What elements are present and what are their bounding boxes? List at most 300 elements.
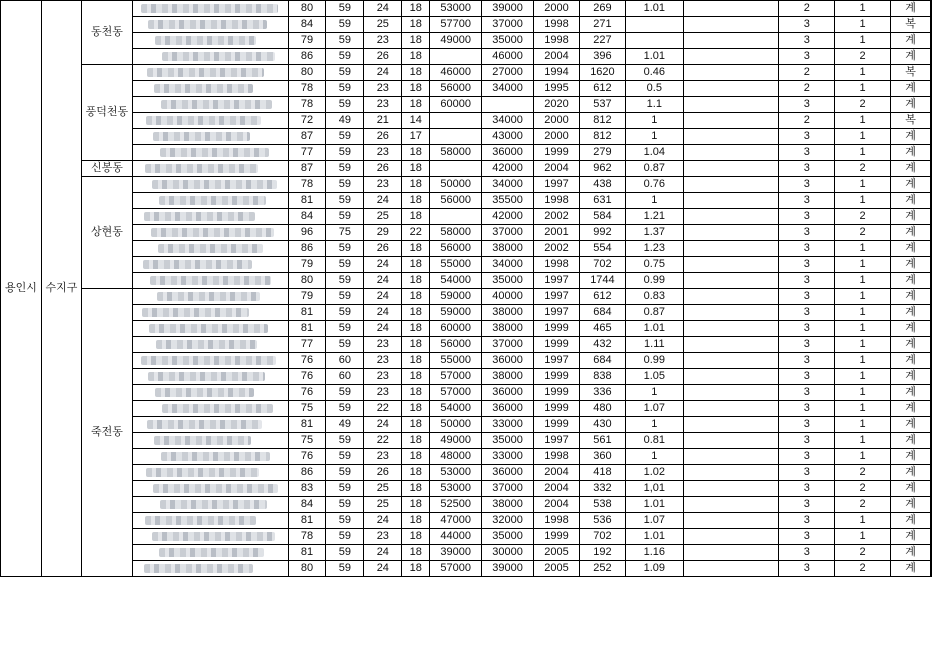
data-cell[interactable]: 23 [364,353,402,369]
empty-cell[interactable] [931,241,932,257]
data-cell[interactable]: 53000 [430,1,482,17]
data-cell[interactable]: 0.81 [625,433,683,449]
data-cell[interactable]: 계 [891,465,931,481]
data-cell[interactable]: 3 [779,193,835,209]
data-cell[interactable]: 1 [625,449,683,465]
data-cell[interactable]: 24 [364,417,402,433]
data-cell[interactable]: 56000 [430,337,482,353]
data-cell[interactable]: 584 [579,209,625,225]
data-cell[interactable]: 계 [891,321,931,337]
data-cell[interactable]: 81 [288,305,326,321]
data-cell[interactable]: 24 [364,305,402,321]
data-cell[interactable]: 75 [288,433,326,449]
data-cell[interactable]: 3 [779,17,835,33]
data-cell[interactable]: 35000 [482,433,534,449]
data-cell[interactable]: 23 [364,369,402,385]
data-cell[interactable]: 2002 [534,241,580,257]
blurred-name-cell[interactable] [132,401,288,417]
data-cell[interactable]: 396 [579,49,625,65]
data-cell[interactable]: 1.07 [625,513,683,529]
data-cell[interactable]: 18 [402,289,430,305]
data-cell[interactable]: 34000 [482,177,534,193]
data-cell[interactable] [683,81,779,97]
blurred-name-cell[interactable] [132,17,288,33]
blurred-name-cell[interactable] [132,369,288,385]
data-cell[interactable]: 60000 [430,97,482,113]
data-cell[interactable] [683,209,779,225]
blurred-name-cell[interactable] [132,305,288,321]
data-cell[interactable]: 23 [364,449,402,465]
data-cell[interactable]: 59 [326,209,364,225]
data-cell[interactable] [430,129,482,145]
blurred-name-cell[interactable] [132,129,288,145]
blurred-name-cell[interactable] [132,561,288,577]
data-cell[interactable]: 계 [891,497,931,513]
data-cell[interactable]: 18 [402,49,430,65]
blurred-name-cell[interactable] [132,209,288,225]
data-cell[interactable]: 18 [402,209,430,225]
empty-cell[interactable] [931,401,932,417]
data-cell[interactable]: 34000 [482,113,534,129]
data-cell[interactable]: 59000 [430,289,482,305]
data-cell[interactable]: 77 [288,337,326,353]
data-cell[interactable]: 59 [326,289,364,305]
data-cell[interactable]: 78 [288,81,326,97]
data-cell[interactable]: 계 [891,353,931,369]
data-cell[interactable] [683,273,779,289]
data-cell[interactable]: 계 [891,129,931,145]
data-cell[interactable]: 2 [779,1,835,17]
data-cell[interactable]: 1.23 [625,241,683,257]
data-cell[interactable]: 76 [288,353,326,369]
data-cell[interactable]: 26 [364,465,402,481]
data-cell[interactable]: 34000 [482,81,534,97]
data-cell[interactable]: 18 [402,17,430,33]
data-cell[interactable]: 55000 [430,257,482,273]
data-cell[interactable]: 59 [326,257,364,273]
data-cell[interactable]: 계 [891,449,931,465]
data-cell[interactable]: 복 [891,17,931,33]
data-cell[interactable]: 59 [326,401,364,417]
data-cell[interactable]: 계 [891,209,931,225]
data-cell[interactable]: 18 [402,433,430,449]
data-cell[interactable]: 1997 [534,353,580,369]
data-cell[interactable]: 59 [326,321,364,337]
data-cell[interactable] [683,529,779,545]
empty-cell[interactable] [931,337,932,353]
data-cell[interactable]: 23 [364,81,402,97]
data-cell[interactable]: 2 [835,561,891,577]
data-cell[interactable]: 18 [402,305,430,321]
data-cell[interactable]: 1 [625,129,683,145]
data-cell[interactable]: 1.01 [625,321,683,337]
data-cell[interactable]: 59 [326,1,364,17]
data-cell[interactable]: 1 [835,369,891,385]
data-cell[interactable]: 1 [835,289,891,305]
data-cell[interactable]: 56000 [430,81,482,97]
data-cell[interactable]: 81 [288,417,326,433]
data-cell[interactable]: 25 [364,17,402,33]
data-cell[interactable]: 1999 [534,145,580,161]
data-cell[interactable]: 1 [835,193,891,209]
data-cell[interactable]: 1 [835,257,891,273]
empty-cell[interactable] [931,1,932,17]
data-cell[interactable]: 54000 [430,273,482,289]
data-cell[interactable]: 49000 [430,433,482,449]
data-cell[interactable]: 53000 [430,465,482,481]
data-cell[interactable]: 78 [288,177,326,193]
data-cell[interactable]: 77 [288,145,326,161]
data-cell[interactable]: 59 [326,273,364,289]
data-cell[interactable]: 81 [288,545,326,561]
blurred-name-cell[interactable] [132,289,288,305]
data-cell[interactable]: 38000 [482,497,534,513]
empty-cell[interactable] [931,33,932,49]
data-cell[interactable]: 21 [364,113,402,129]
data-cell[interactable]: 59 [326,449,364,465]
data-cell[interactable] [683,161,779,177]
data-cell[interactable] [683,465,779,481]
data-cell[interactable]: 18 [402,161,430,177]
data-cell[interactable]: 83 [288,481,326,497]
data-cell[interactable]: 336 [579,385,625,401]
data-cell[interactable]: 2005 [534,545,580,561]
data-cell[interactable]: 1997 [534,273,580,289]
empty-cell[interactable] [931,433,932,449]
data-cell[interactable]: 80 [288,273,326,289]
empty-cell[interactable] [931,545,932,561]
empty-cell[interactable] [931,481,932,497]
data-cell[interactable]: 1,01 [625,481,683,497]
empty-cell[interactable] [931,273,932,289]
data-cell[interactable]: 14 [402,113,430,129]
data-cell[interactable]: 432 [579,337,625,353]
data-cell[interactable]: 3 [779,337,835,353]
data-cell[interactable]: 87 [288,161,326,177]
data-cell[interactable]: 3 [779,209,835,225]
data-cell[interactable] [683,369,779,385]
data-cell[interactable]: 1 [835,305,891,321]
empty-cell[interactable] [931,513,932,529]
data-cell[interactable]: 1999 [534,529,580,545]
data-cell[interactable] [683,401,779,417]
blurred-name-cell[interactable] [132,321,288,337]
data-cell[interactable] [683,289,779,305]
data-cell[interactable]: 18 [402,273,430,289]
data-cell[interactable]: 53000 [430,481,482,497]
data-cell[interactable]: 332 [579,481,625,497]
data-cell[interactable]: 1.21 [625,209,683,225]
data-cell[interactable]: 23 [364,529,402,545]
data-cell[interactable]: 79 [288,289,326,305]
data-cell[interactable]: 838 [579,369,625,385]
data-cell[interactable]: 1997 [534,433,580,449]
data-cell[interactable]: 72 [288,113,326,129]
data-cell[interactable]: 269 [579,1,625,17]
data-cell[interactable]: 계 [891,433,931,449]
data-cell[interactable]: 47000 [430,513,482,529]
blurred-name-cell[interactable] [132,193,288,209]
data-cell[interactable]: 3 [779,465,835,481]
data-cell[interactable]: 1998 [534,193,580,209]
data-cell[interactable]: 3 [779,161,835,177]
data-cell[interactable]: 812 [579,113,625,129]
empty-cell[interactable] [931,145,932,161]
empty-cell[interactable] [931,65,932,81]
data-cell[interactable]: 79 [288,33,326,49]
dong-cell[interactable]: 신봉동 [81,161,132,177]
data-cell[interactable] [430,113,482,129]
data-cell[interactable]: 59 [326,49,364,65]
district-cell[interactable]: 수지구 [41,1,81,577]
data-cell[interactable]: 계 [891,369,931,385]
data-cell[interactable]: 2004 [534,465,580,481]
data-cell[interactable]: 438 [579,177,625,193]
data-cell[interactable]: 60 [326,369,364,385]
data-cell[interactable]: 3 [779,257,835,273]
data-cell[interactable]: 계 [891,161,931,177]
data-cell[interactable] [683,129,779,145]
data-cell[interactable]: 1 [835,113,891,129]
blurred-name-cell[interactable] [132,465,288,481]
data-cell[interactable]: 49 [326,113,364,129]
data-cell[interactable] [683,241,779,257]
data-cell[interactable]: 계 [891,529,931,545]
data-cell[interactable]: 37000 [482,17,534,33]
data-cell[interactable]: 35500 [482,193,534,209]
data-cell[interactable]: 1 [835,353,891,369]
data-cell[interactable]: 3 [779,417,835,433]
data-cell[interactable]: 17 [402,129,430,145]
data-cell[interactable]: 702 [579,529,625,545]
data-cell[interactable]: 1997 [534,177,580,193]
data-cell[interactable]: 57000 [430,385,482,401]
data-cell[interactable]: 계 [891,1,931,17]
data-cell[interactable]: 536 [579,513,625,529]
data-cell[interactable]: 684 [579,353,625,369]
data-cell[interactable]: 465 [579,321,625,337]
data-cell[interactable]: 계 [891,49,931,65]
blurred-name-cell[interactable] [132,273,288,289]
data-cell[interactable]: 1 [835,273,891,289]
dong-cell[interactable]: 동천동 [81,1,132,65]
blurred-name-cell[interactable] [132,33,288,49]
data-cell[interactable]: 1 [835,449,891,465]
blurred-name-cell[interactable] [132,545,288,561]
data-cell[interactable]: 0.83 [625,289,683,305]
data-cell[interactable]: 24 [364,65,402,81]
data-cell[interactable]: 18 [402,561,430,577]
empty-cell[interactable] [931,353,932,369]
data-cell[interactable]: 1 [835,81,891,97]
dong-cell[interactable]: 상현동 [81,177,132,289]
data-cell[interactable]: 2 [779,81,835,97]
dong-cell[interactable]: 풍덕천동 [81,65,132,161]
data-cell[interactable]: 18 [402,385,430,401]
data-cell[interactable]: 1995 [534,81,580,97]
data-cell[interactable]: 계 [891,97,931,113]
data-cell[interactable] [683,177,779,193]
blurred-name-cell[interactable] [132,65,288,81]
data-cell[interactable]: 271 [579,17,625,33]
data-cell[interactable]: 복 [891,65,931,81]
data-cell[interactable]: 59 [326,129,364,145]
data-cell[interactable]: 80 [288,65,326,81]
data-cell[interactable]: 18 [402,449,430,465]
data-cell[interactable]: 87 [288,129,326,145]
data-cell[interactable]: 22 [364,433,402,449]
data-cell[interactable]: 81 [288,193,326,209]
data-cell[interactable]: 58000 [430,225,482,241]
data-cell[interactable]: 192 [579,545,625,561]
data-cell[interactable]: 18 [402,257,430,273]
data-cell[interactable]: 1 [625,385,683,401]
empty-cell[interactable] [931,97,932,113]
data-cell[interactable]: 18 [402,513,430,529]
empty-cell[interactable] [931,449,932,465]
data-cell[interactable]: 18 [402,321,430,337]
data-cell[interactable]: 60000 [430,321,482,337]
empty-cell[interactable] [931,385,932,401]
data-cell[interactable]: 631 [579,193,625,209]
data-cell[interactable]: 1.01 [625,1,683,17]
data-cell[interactable]: 23 [364,177,402,193]
data-cell[interactable]: 1997 [534,305,580,321]
blurred-name-cell[interactable] [132,257,288,273]
data-cell[interactable]: 1 [835,241,891,257]
blurred-name-cell[interactable] [132,417,288,433]
data-cell[interactable] [683,481,779,497]
data-cell[interactable]: 81 [288,513,326,529]
data-cell[interactable]: 59 [326,161,364,177]
data-cell[interactable]: 2000 [534,113,580,129]
data-cell[interactable]: 59 [326,177,364,193]
data-cell[interactable]: 279 [579,145,625,161]
data-cell[interactable]: 26 [364,161,402,177]
data-cell[interactable]: 480 [579,401,625,417]
data-cell[interactable]: 1.1 [625,97,683,113]
data-cell[interactable]: 38000 [482,305,534,321]
data-cell[interactable]: 33000 [482,417,534,433]
data-cell[interactable]: 80 [288,561,326,577]
data-cell[interactable] [683,1,779,17]
data-cell[interactable] [683,353,779,369]
data-cell[interactable]: 430 [579,417,625,433]
data-cell[interactable]: 18 [402,177,430,193]
data-cell[interactable] [683,49,779,65]
data-cell[interactable]: 계 [891,177,931,193]
data-cell[interactable]: 59 [326,465,364,481]
data-cell[interactable]: 2 [835,49,891,65]
data-cell[interactable] [430,161,482,177]
data-cell[interactable]: 1999 [534,417,580,433]
data-cell[interactable]: 75 [326,225,364,241]
blurred-name-cell[interactable] [132,497,288,513]
data-cell[interactable]: 24 [364,193,402,209]
data-cell[interactable]: 2 [835,97,891,113]
data-cell[interactable]: 36000 [482,353,534,369]
empty-cell[interactable] [931,417,932,433]
data-cell[interactable]: 59 [326,305,364,321]
data-cell[interactable]: 1.01 [625,497,683,513]
data-cell[interactable]: 18 [402,193,430,209]
data-cell[interactable]: 계 [891,401,931,417]
data-cell[interactable]: 1 [835,513,891,529]
data-cell[interactable]: 227 [579,33,625,49]
data-cell[interactable]: 1999 [534,337,580,353]
data-cell[interactable]: 84 [288,497,326,513]
blurred-name-cell[interactable] [132,145,288,161]
data-cell[interactable]: 39000 [430,545,482,561]
data-cell[interactable]: 3 [779,353,835,369]
data-cell[interactable]: 3 [779,273,835,289]
data-cell[interactable]: 2001 [534,225,580,241]
data-cell[interactable]: 59 [326,145,364,161]
city-cell[interactable]: 용인시 [1,1,42,577]
data-cell[interactable]: 2 [835,225,891,241]
data-cell[interactable]: 35000 [482,33,534,49]
data-cell[interactable]: 1998 [534,17,580,33]
data-cell[interactable]: 78 [288,529,326,545]
data-cell[interactable]: 1.04 [625,145,683,161]
empty-cell[interactable] [931,305,932,321]
data-cell[interactable]: 78 [288,97,326,113]
data-cell[interactable]: 1998 [534,257,580,273]
data-cell[interactable]: 24 [364,273,402,289]
data-cell[interactable]: 3 [779,433,835,449]
data-cell[interactable]: 40000 [482,289,534,305]
data-cell[interactable]: 24 [364,257,402,273]
data-cell[interactable]: 1994 [534,65,580,81]
data-cell[interactable]: 1 [835,17,891,33]
data-cell[interactable]: 76 [288,449,326,465]
empty-cell[interactable] [931,257,932,273]
data-cell[interactable]: 76 [288,385,326,401]
data-cell[interactable]: 42000 [482,161,534,177]
data-cell[interactable] [683,385,779,401]
data-cell[interactable]: 37000 [482,481,534,497]
data-cell[interactable] [683,497,779,513]
data-cell[interactable]: 37000 [482,225,534,241]
blurred-name-cell[interactable] [132,161,288,177]
data-cell[interactable]: 59 [326,193,364,209]
data-cell[interactable]: 1998 [534,513,580,529]
empty-cell[interactable] [931,225,932,241]
data-cell[interactable]: 1999 [534,321,580,337]
data-cell[interactable]: 36000 [482,465,534,481]
empty-cell[interactable] [931,529,932,545]
data-cell[interactable]: 59 [326,65,364,81]
data-cell[interactable]: 3 [779,529,835,545]
empty-cell[interactable] [931,161,932,177]
data-cell[interactable]: 24 [364,545,402,561]
data-cell[interactable]: 56000 [430,193,482,209]
data-cell[interactable]: 2 [835,545,891,561]
data-cell[interactable]: 86 [288,465,326,481]
data-cell[interactable]: 18 [402,545,430,561]
data-cell[interactable] [683,513,779,529]
data-cell[interactable]: 18 [402,81,430,97]
data-cell[interactable]: 57700 [430,17,482,33]
data-cell[interactable]: 25 [364,209,402,225]
data-cell[interactable]: 1.07 [625,401,683,417]
data-cell[interactable] [683,417,779,433]
data-cell[interactable]: 59 [326,545,364,561]
data-cell[interactable]: 2000 [534,1,580,17]
data-cell[interactable]: 36000 [482,145,534,161]
data-cell[interactable]: 50000 [430,417,482,433]
data-cell[interactable]: 1 [835,401,891,417]
